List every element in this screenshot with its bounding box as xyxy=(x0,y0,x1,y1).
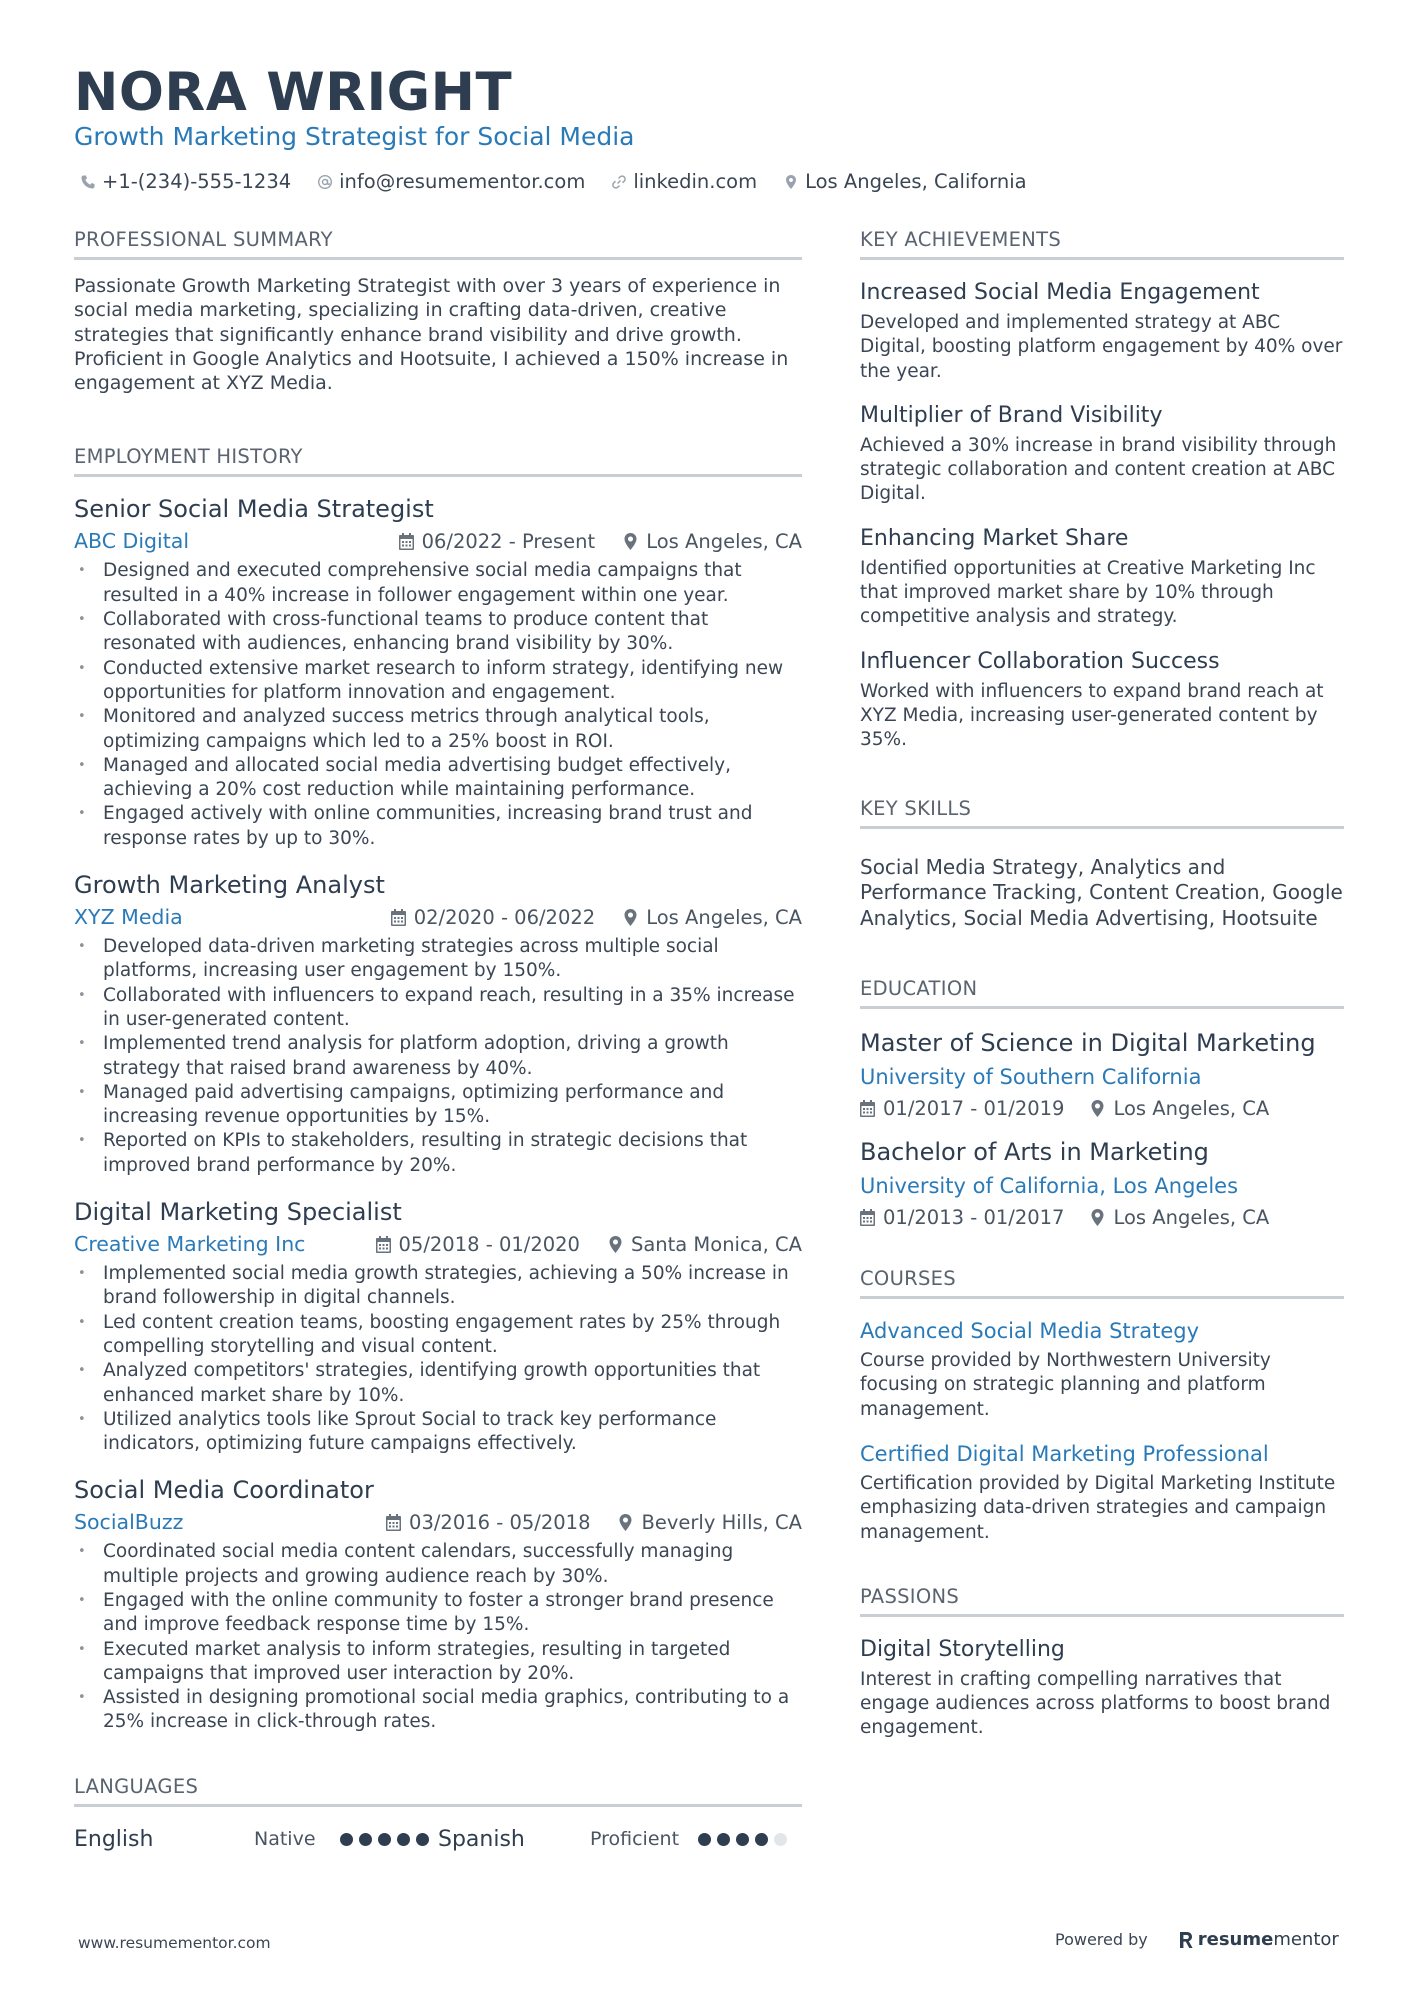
company-name: Creative Marketing Inc xyxy=(74,1232,306,1257)
job-entry xyxy=(74,495,802,851)
bullet-item: • Developed data-driven marketing strategies across multiple social platforms, increasing user engagement by 150%. xyxy=(74,935,802,984)
education-heading: EDUCATION xyxy=(860,977,1344,1009)
rating-dot xyxy=(774,1833,787,1846)
job-dates xyxy=(376,1233,580,1256)
job-meta xyxy=(74,905,802,929)
job-bullets xyxy=(74,1540,802,1734)
calendar-icon xyxy=(386,1514,401,1531)
powered-by-label: Powered by xyxy=(1055,1930,1148,1949)
achievement-title: Multiplier of Brand Visibility xyxy=(860,402,1163,428)
brand-logo[interactable] xyxy=(1178,1929,1339,1950)
education-location xyxy=(1090,1097,1269,1120)
skills-text: Social Media Strategy, Analytics and Performance Tracking, Content Creation, Google Analytics, Social Media Advertising, Hootsuite xyxy=(860,854,1343,930)
education-school: University of California, Los Angeles xyxy=(860,1174,1239,1199)
courses-section xyxy=(860,1267,1344,1545)
achievements-section xyxy=(860,228,1344,753)
bullet-item: • Analyzed competitors' strategies, identifying growth opportunities that enhanced market share by 10%. xyxy=(74,1359,802,1408)
rating-dot xyxy=(755,1833,768,1846)
education-dates-text: 01/2013 - 01/2017 xyxy=(883,1206,1065,1230)
rating-dot xyxy=(397,1833,410,1846)
job-dates xyxy=(391,906,595,929)
education-dates xyxy=(860,1097,1064,1120)
education-location xyxy=(1090,1206,1269,1229)
education-item xyxy=(860,1029,1344,1120)
phone-text: +1-(234)-555-1234 xyxy=(102,170,292,193)
education-section xyxy=(860,977,1344,1229)
company-name: ABC Digital xyxy=(74,529,190,554)
bullet-item: • Executed market analysis to inform strategies, resulting in targeted campaigns that improved user interaction by 20%. xyxy=(74,1638,802,1687)
job-dates xyxy=(386,1511,590,1534)
rating-dot xyxy=(378,1833,391,1846)
bullet-item: • Engaged actively with online communities, increasing brand trust and response rates by up to 30%. xyxy=(74,802,802,851)
language-rating xyxy=(340,1833,429,1846)
language-rating xyxy=(698,1833,787,1846)
language-level: Native xyxy=(254,1828,316,1851)
job-location-text: Los Angeles, CA xyxy=(646,905,802,929)
bullet-item: • Managed and allocated social media advertising budget effectively, achieving a 20% cost reduction while maintaining performance. xyxy=(74,754,802,803)
job-location xyxy=(618,1511,802,1534)
rating-dot xyxy=(736,1833,749,1846)
education-dates-text: 01/2017 - 01/2019 xyxy=(883,1097,1065,1121)
location-pin-icon xyxy=(623,909,638,926)
achievement-text: Achieved a 30% increase in brand visibility through strategic collaboration and content creation at ABC Digital. xyxy=(860,434,1337,505)
location-pin-icon xyxy=(1090,1100,1105,1117)
summary-heading: PROFESSIONAL SUMMARY xyxy=(74,228,802,260)
course-item xyxy=(860,1442,1344,1545)
job-dates-text: 05/2018 - 01/2020 xyxy=(398,1232,580,1256)
job-bullets xyxy=(74,559,802,851)
course-text: Course provided by Northwestern University focusing on strategic planning and platform management. xyxy=(860,1350,1271,1420)
footer-website[interactable]: www.resumementor.com xyxy=(78,1934,271,1952)
job-title: Social Media Coordinator xyxy=(74,1476,374,1505)
bullet-item: • Assisted in designing promotional social media graphics, contributing to a 25% increase in click-through rates. xyxy=(74,1686,802,1735)
job-location xyxy=(623,906,802,929)
language-name: Spanish xyxy=(438,1826,525,1852)
achievement-item xyxy=(860,280,1344,384)
contact-email[interactable] xyxy=(317,170,585,193)
job-entry xyxy=(74,1198,802,1456)
email-text: info@resumementor.com xyxy=(339,170,586,193)
bullet-item: • Reported on KPIs to stakeholders, resulting in strategic decisions that improved brand performance by 20%. xyxy=(74,1129,802,1178)
passion-item xyxy=(860,1637,1344,1741)
rating-dot xyxy=(416,1833,429,1846)
education-item xyxy=(860,1138,1344,1229)
bullet-item: • Implemented trend analysis for platform adoption, driving a growth strategy that raised brand awareness by 40%. xyxy=(74,1032,802,1081)
company-name: SocialBuzz xyxy=(74,1510,184,1535)
bullet-item: • Managed paid advertising campaigns, optimizing performance and increasing revenue opportunities by 15%. xyxy=(74,1081,802,1130)
education-degree: Bachelor of Arts in Marketing xyxy=(860,1138,1209,1167)
job-location xyxy=(623,530,802,553)
job-entry xyxy=(74,1476,802,1734)
education-location-text: Los Angeles, CA xyxy=(1113,1097,1270,1121)
resumementor-logo-icon xyxy=(1178,1931,1194,1949)
calendar-icon xyxy=(399,533,414,550)
achievement-text: Identified opportunities at Creative Marketing Inc that improved market share by 10% through competitive analysis and strategy. xyxy=(860,557,1316,628)
achievement-item xyxy=(860,403,1344,507)
education-school: University of Southern California xyxy=(860,1065,1202,1090)
education-meta xyxy=(860,1097,1344,1120)
job-location xyxy=(608,1233,802,1256)
education-degree: Master of Science in Digital Marketing xyxy=(860,1029,1316,1058)
right-column xyxy=(860,228,1344,1741)
language-name: English xyxy=(74,1826,154,1852)
bullet-item: • Engaged with the online community to foster a stronger brand presence and improve feedback response time by 15%. xyxy=(74,1589,802,1638)
course-name: Certified Digital Marketing Professional xyxy=(860,1441,1269,1466)
candidate-name: NORA WRIGHT xyxy=(74,62,513,123)
achievement-text: Worked with influencers to expand brand reach at XYZ Media, increasing user-generated content by 35%. xyxy=(860,680,1324,751)
language-item xyxy=(74,1827,438,1852)
achievement-title: Enhancing Market Share xyxy=(860,525,1129,551)
course-name: Advanced Social Media Strategy xyxy=(860,1319,1200,1344)
passions-heading: PASSIONS xyxy=(860,1585,1344,1617)
achievement-title: Influencer Collaboration Success xyxy=(860,648,1220,674)
job-location-text: Santa Monica, CA xyxy=(630,1232,802,1256)
link-icon xyxy=(611,174,627,190)
education-meta xyxy=(860,1206,1344,1229)
achievement-item xyxy=(860,526,1344,630)
bullet-item: • Coordinated social media content calendars, successfully managing multiple projects and growing audience reach by 30%. xyxy=(74,1540,802,1589)
calendar-icon xyxy=(860,1209,875,1226)
footer-branding xyxy=(1055,1929,1339,1950)
achievement-text: Developed and implemented strategy at ABC Digital, boosting platform engagement by 40% over the year. xyxy=(860,312,1343,382)
education-dates xyxy=(860,1206,1064,1229)
job-dates-text: 06/2022 - Present xyxy=(421,529,596,553)
achievement-title: Increased Social Media Engagement xyxy=(860,280,1260,305)
location-text: Los Angeles, California xyxy=(805,170,1027,193)
achievement-item xyxy=(860,649,1344,753)
job-dates-text: 03/2016 - 05/2018 xyxy=(409,1510,591,1534)
bullet-item: • Conducted extensive market research to inform strategy, identifying new opportunities for platform innovation and engagement. xyxy=(74,657,802,706)
bullet-item: • Implemented social media growth strategies, achieving a 50% increase in brand followership in digital channels. xyxy=(74,1262,802,1311)
job-bullets xyxy=(74,1262,802,1456)
brand-light: mentor xyxy=(1273,1929,1339,1950)
skills-section xyxy=(860,797,1344,932)
contact-location xyxy=(783,170,1026,193)
job-dates xyxy=(399,530,596,553)
courses-heading: COURSES xyxy=(860,1267,1344,1299)
contact-linkedin[interactable] xyxy=(611,170,757,193)
passions-section xyxy=(860,1585,1344,1741)
brand-bold: resume xyxy=(1197,1929,1274,1950)
contact-bar xyxy=(80,170,1027,193)
job-entry xyxy=(74,871,802,1178)
job-meta xyxy=(74,1232,802,1256)
location-pin-icon xyxy=(1090,1209,1105,1226)
education-location-text: Los Angeles, CA xyxy=(1113,1206,1270,1230)
job-bullets xyxy=(74,935,802,1178)
job-location-text: Beverly Hills, CA xyxy=(641,1510,802,1534)
passion-text: Interest in crafting compelling narratives that engage audiences across platforms to boost brand engagement. xyxy=(860,1668,1331,1739)
calendar-icon xyxy=(860,1100,875,1117)
languages-heading: LANGUAGES xyxy=(74,1775,802,1807)
location-pin-icon xyxy=(623,533,638,550)
rating-dot xyxy=(340,1833,353,1846)
calendar-icon xyxy=(391,909,406,926)
location-pin-icon xyxy=(618,1514,633,1531)
languages-section xyxy=(74,1775,802,1852)
bullet-item: • Led content creation teams, boosting engagement rates by 25% through compelling storytelling and visual content. xyxy=(74,1311,802,1360)
bullet-item: • Utilized analytics tools like Sprout Social to track key performance indicators, optimizing future campaigns effectively. xyxy=(74,1408,802,1457)
bullet-item: • Collaborated with influencers to expand reach, resulting in a 35% increase in user-generated content. xyxy=(74,984,802,1033)
achievements-heading: KEY ACHIEVEMENTS xyxy=(860,228,1344,260)
course-item xyxy=(860,1319,1344,1422)
language-level: Proficient xyxy=(590,1828,680,1851)
job-title: Digital Marketing Specialist xyxy=(74,1198,402,1227)
languages-list xyxy=(74,1827,802,1852)
course-text: Certification provided by Digital Marketing Institute emphasizing data-driven strategies and campaign management. xyxy=(860,1472,1336,1543)
job-meta xyxy=(74,529,802,553)
bullet-item: • Collaborated with cross-functional teams to produce content that resonated with audiences, enhancing brand visibility by 30%. xyxy=(74,608,802,657)
job-title: Senior Social Media Strategist xyxy=(74,495,434,524)
summary-text: Passionate Growth Marketing Strategist with over 3 years of experience in social media marketing, specializing in crafting data-driven, creative strategies that significantly enhance brand visibility and drive growth. Proficient in Google Analytics and Hootsuite, I achieved a 150% increase in engagement at XYZ Media. xyxy=(74,275,789,395)
summary-section xyxy=(74,228,802,395)
contact-phone[interactable] xyxy=(80,170,291,193)
linkedin-text: linkedin.com xyxy=(633,170,758,193)
phone-icon xyxy=(80,174,96,190)
employment-heading: EMPLOYMENT HISTORY xyxy=(74,445,802,477)
job-title: Growth Marketing Analyst xyxy=(74,871,385,900)
candidate-headline: Growth Marketing Strategist for Social Media xyxy=(74,122,635,151)
location-pin-icon xyxy=(608,1236,623,1253)
rating-dot xyxy=(698,1833,711,1846)
job-meta xyxy=(74,1510,802,1534)
bullet-item: • Monitored and analyzed success metrics through analytical tools, optimizing campaigns which led to a 25% boost in ROI. xyxy=(74,705,802,754)
language-item xyxy=(438,1827,802,1852)
skills-heading: KEY SKILLS xyxy=(860,797,1344,829)
employment-section xyxy=(74,445,802,1734)
left-column xyxy=(74,228,802,1852)
at-icon xyxy=(317,174,333,190)
company-name: XYZ Media xyxy=(74,905,183,930)
bullet-item: • Designed and executed comprehensive social media campaigns that resulted in a 40% increase in follower engagement within one year. xyxy=(74,559,802,608)
rating-dot xyxy=(717,1833,730,1846)
passion-title: Digital Storytelling xyxy=(860,1636,1065,1662)
location-pin-icon xyxy=(783,174,799,190)
calendar-icon xyxy=(376,1236,391,1253)
job-dates-text: 02/2020 - 06/2022 xyxy=(413,905,596,929)
rating-dot xyxy=(359,1833,372,1846)
job-location-text: Los Angeles, CA xyxy=(646,529,802,553)
